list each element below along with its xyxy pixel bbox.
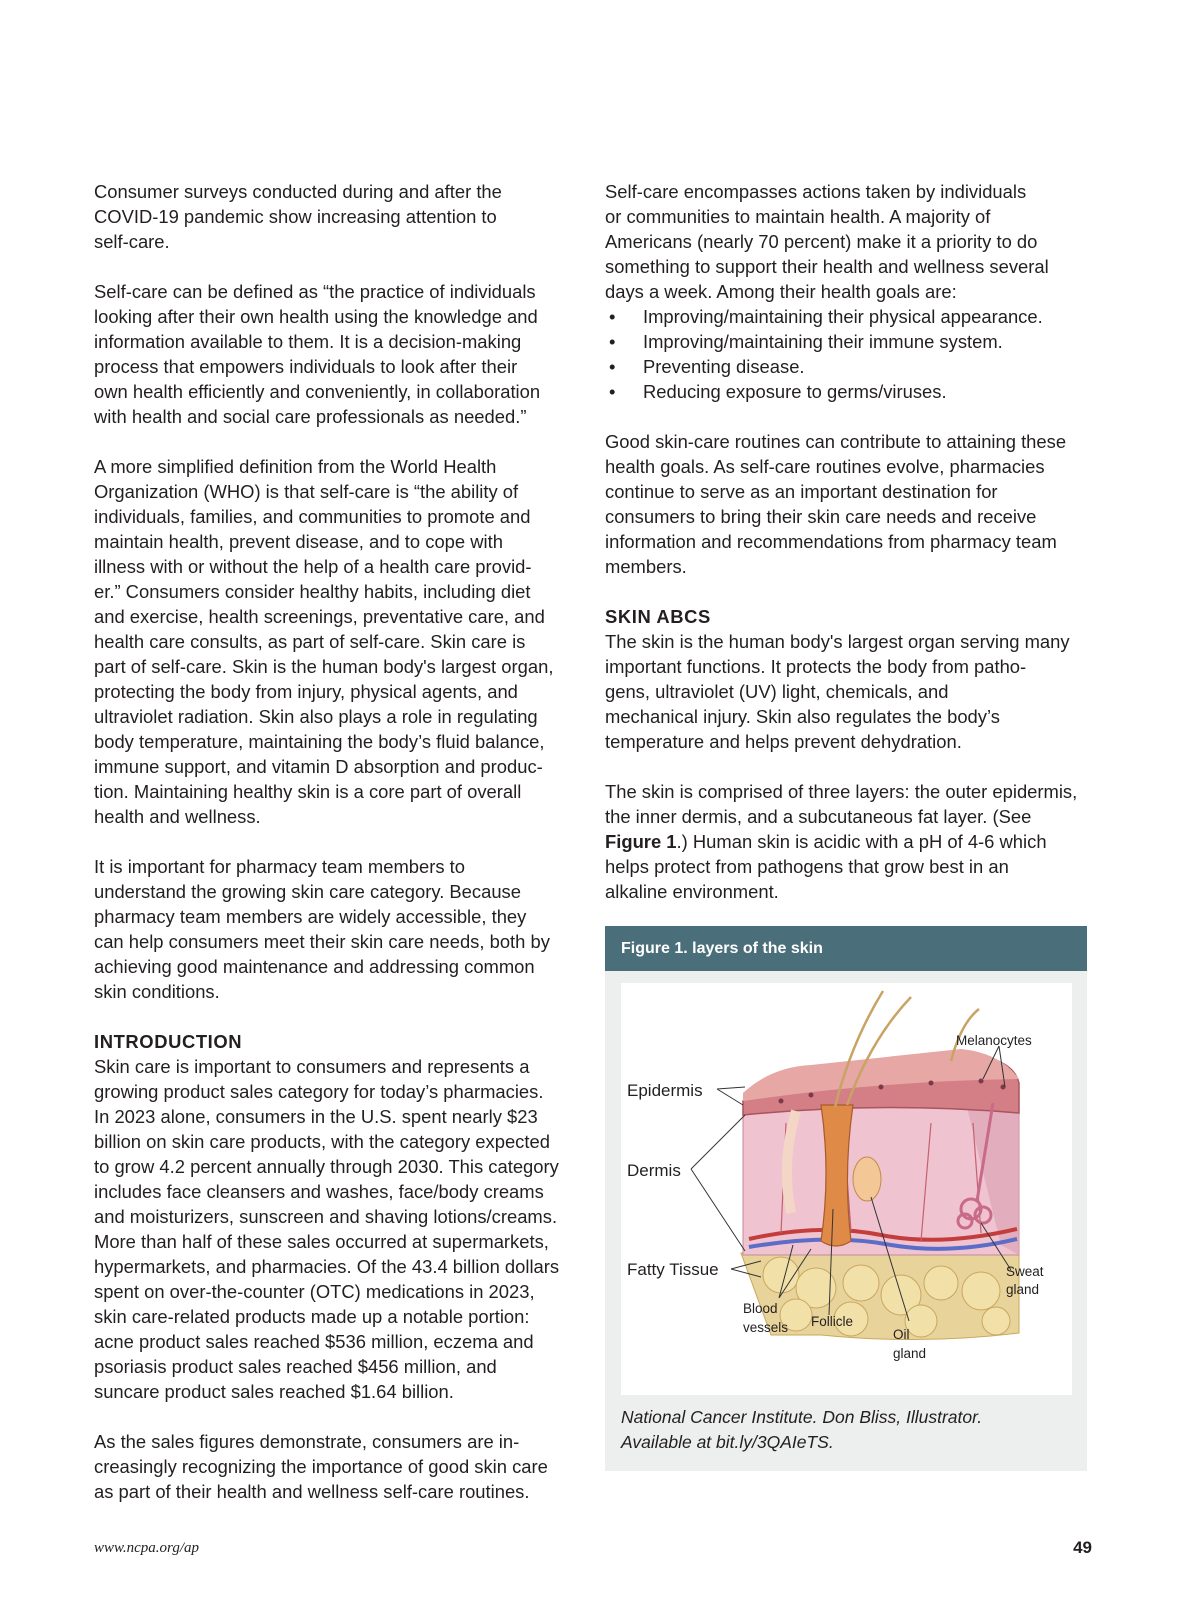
label-epidermis: Epidermis <box>627 1081 703 1100</box>
figure-caption: National Cancer Institute. Don Bliss, Illustrator. Available at bit.ly/3QAIeTS. <box>621 1407 983 1452</box>
right-column <box>605 179 1105 1471</box>
figure-reference: Figure 1 <box>605 831 677 852</box>
paragraph-self-care-actions: Self-care encompasses actions taken by individuals or communities to maintain health. A majority of Americans (nearly 70 percent) make it a priority to do something to support their health and wellness several days a week. Among their health goals are: <box>605 181 1049 302</box>
paragraph-sales-figures: As the sales figures demonstrate, consumers are in- creasingly recognizing the importance of good skin care as part of their health and wellness self-care routines. <box>94 1431 548 1502</box>
label-melanocytes: Melanocytes <box>956 1033 1032 1048</box>
paragraph-introduction: Skin care is important to consumers and represents a growing product sales category for today’s pharmacies. In 2023 alone, consumers in the U.S. spent nearly $23 billion on skin care products, with the category expected to grow 4.2 percent annually through 2030. This category includes face cleansers and washes, face/body creams and moisturizers, sunscreen and shaving lotions/creams. More than half of these sales occurred at supermarkets, hypermarkets, and pharmacies. Of the 43.4 billion dollars spent on over-the-counter (OTC) medications in 2023, skin care-related products made up a notable portion: acne product sales reached $536 million, eczema and psoriasis product sales reached $456 million, and suncare product sales reached $1.64 billion. <box>94 1056 560 1402</box>
list-item: • Improving/maintaining their immune system. <box>605 329 1105 354</box>
skin-layers-text-b: .) Human skin is acidic with a pH of 4-6 which helps protect from pathogens that grow best in an alkaline environment. <box>605 831 1047 902</box>
label-vessels: vessels <box>743 1320 789 1335</box>
label-fatty-tissue: Fatty Tissue <box>627 1260 719 1279</box>
label-sweat-gland: gland <box>1006 1282 1040 1297</box>
paragraph-pharmacy-team: It is important for pharmacy team members to understand the growing skin care category. Because pharmacy team members are widely accessible, they can help consumers meet their skin care needs, both by achieving good maintenance and addressing common skin conditions. <box>94 856 550 1002</box>
label-blood: Blood <box>743 1301 778 1316</box>
label-follicle: Follicle <box>811 1314 854 1329</box>
paragraph-skin-care-routines: Good skin-care routines can contribute to attaining these health goals. As self-care routines evolve, pharmacies continue to serve as an important destination for consumers to bring their skin care needs and receive information and recommendations from pharmacy team members. <box>605 431 1067 577</box>
paragraph-self-care-definition: Self-care can be defined as “the practice of individuals looking after their own health using the knowledge and information available to them. It is a decision-making process that empowers individuals to look after their own health efficiently and conveniently, in collaboration with health and social care professionals as needed.” <box>94 281 541 427</box>
list-item: • Preventing disease. <box>605 354 1105 379</box>
label-sweat: Sweat <box>1006 1264 1044 1279</box>
skin-abcs-heading: SKIN ABCS <box>605 606 711 627</box>
skin-layers-text-a: The skin is comprised of three layers: the outer epidermis, the inner dermis, and a subcutaneous fat layer. (See <box>605 781 1078 827</box>
label-oil: Oil <box>893 1327 910 1342</box>
label-dermis: Dermis <box>627 1161 681 1180</box>
health-goals-list <box>605 304 1105 404</box>
footer-url: www.ncpa.org/ap <box>94 1540 200 1556</box>
left-column <box>94 179 580 1529</box>
skin-illustration <box>621 983 1072 1395</box>
paragraph-skin-functions: The skin is the human body's largest organ serving many important functions. It protects the body from patho- gens, ultraviolet (UV) light, chemicals, and mechanical injury. Skin also regulates the body’s temperature and helps prevent dehydration. <box>605 631 1070 752</box>
skin-diagram <box>621 983 1072 1395</box>
paragraph-skin-layers <box>605 779 1105 904</box>
list-item: • Improving/maintaining their physical appearance. <box>605 304 1105 329</box>
paragraph-consumer-surveys: Consumer surveys conducted during and after the COVID-19 pandemic show increasing attention to self-care. <box>94 181 502 252</box>
label-oil-gland: gland <box>893 1346 927 1361</box>
figure-title: Figure 1. layers of the skin <box>605 926 1087 971</box>
list-item: • Reducing exposure to germs/viruses. <box>605 379 1105 404</box>
page-number: 49 <box>1073 1538 1092 1557</box>
paragraph-who-definition: A more simplified definition from the World Health Organization (WHO) is that self-care is “the ability of individuals, families, and communities to promote and maintain health, prevent disease, and to cope with illness with or without the help of a health care provid- er.” Consumers consider healthy habits, including diet and exercise, health screenings, preventative care, and health care consults, as part of self-care. Skin care is part of self-care. Skin is the human body's largest organ, protecting the body from injury, physical agents, and ultraviolet radiation. Skin also plays a role in regulating body temperature, maintaining the body’s fluid balance, immune support, and vitamin D absorption and produc- tion. Maintaining healthy skin is a core part of overall health and wellness. <box>94 456 554 827</box>
introduction-heading: INTRODUCTION <box>94 1031 243 1052</box>
figure-skin-layers <box>605 926 1087 1471</box>
oil-gland-shape <box>853 1157 881 1201</box>
